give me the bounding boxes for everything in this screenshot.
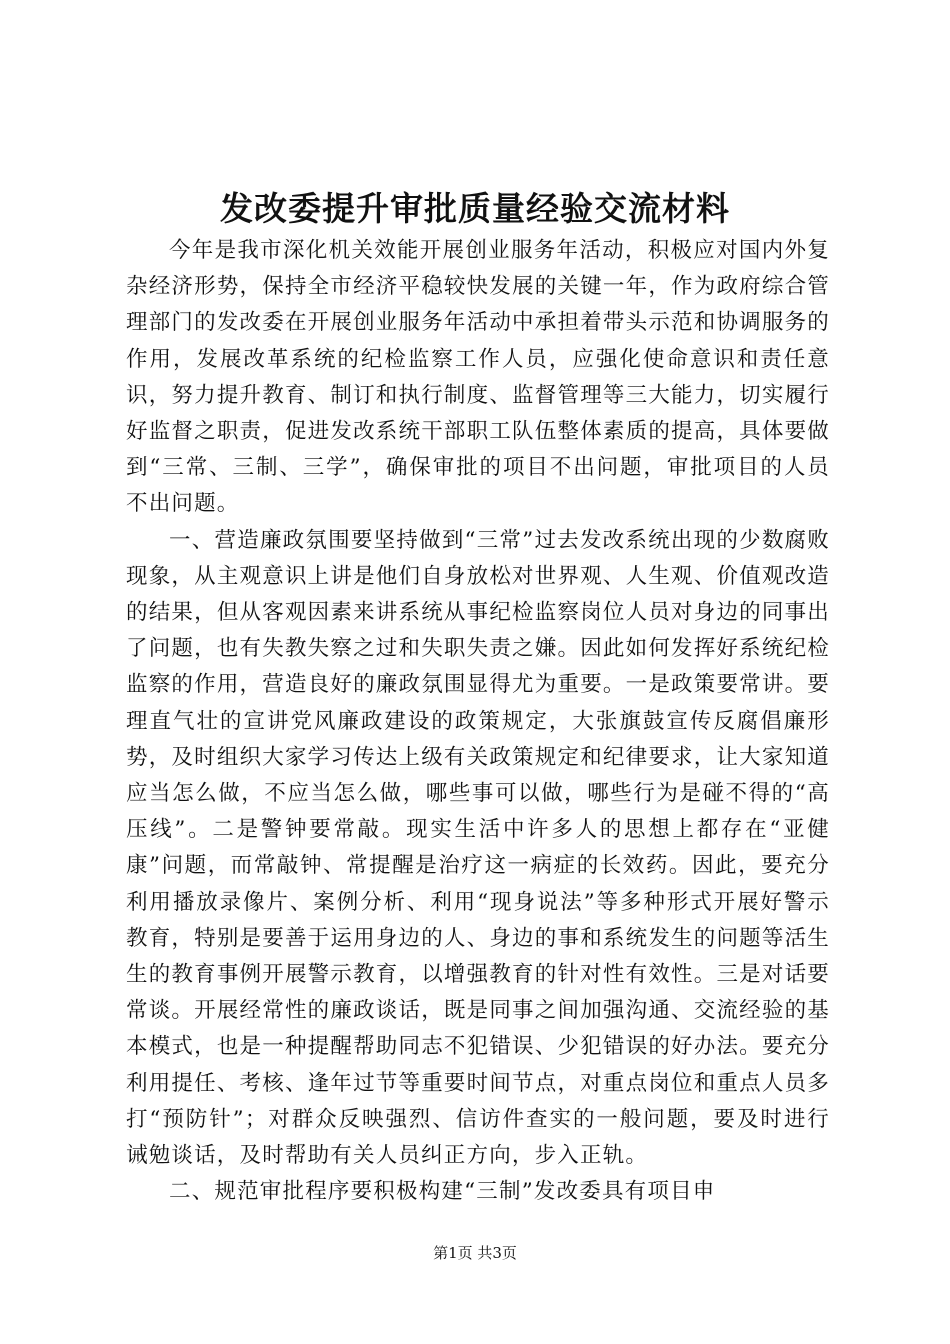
document-title: 发改委提升审批质量经验交流材料	[220, 189, 730, 228]
page-footer: 第1页 共3页	[433, 1244, 517, 1262]
paragraph-intro: 今年是我市深化机关效能开展创业服务年活动，积极应对国内外复杂经济形势，保持全市经济平稳较快发展的关键一年，作为政府综合管理部门的发改委在开展创业服务年活动中承担着带头示范和协调服务的作用，发展改革系统的纪检监察工作人员，应强化使命意识和责任意识，努力提升教育、制订和执行制度、监督管理等三大能力，切实履行好监督之职责，促进发改系统干部职工队伍整体素质的提高，具体要做到“三常、三制、三学”，确保审批的项目不出问题，审批项目的人员不出问题。	[126, 238, 830, 517]
paragraph-section-two: 二、规范审批程序要积极构建“三制”发改委具有项目申	[169, 1179, 716, 1205]
paragraph-section-one: 一、营造廉政氛围要坚持做到“三常”过去发改系统出现的少数腐败现象，从主观意识上讲是他们自身放松对世界观、人生观、价值观改造的结果，但从客观因素来讲系统从事纪检监察岗位人员对身边的同事出了问题，也有失教失察之过和失职失责之嫌。因此如何发挥好系统纪检监察的作用，营造良好的廉政氛围显得尤为重要。一是政策要常讲。要理直气壮的宣讲党风廉政建设的政策规定，大张旗鼓宣传反腐倡廉形势，及时组织大家学习传达上级有关政策规定和纪律要求，让大家知道应当怎么做，不应当怎么做，哪些事可以做，哪些行为是碰不得的“高压线”。二是警钟要常敲。现实生活中许多人的思想上都存在“亚健康”问题，而常敲钟、常提醒是治疗这一病症的长效药。因此，要充分利用播放录像片、案例分析、利用“现身说法”等多种形式开展好警示教育，特别是要善于运用身边的人、身边的事和系统发生的问题等活生生的教育事例开展警示教育，以增强教育的针对性有效性。三是对话要常谈。开展经常性的廉政谈话，既是同事之间加强沟通、交流经验的基本模式，也是一种提醒帮助同志不犯错误、少犯错误的好办法。要充分利用提任、考核、逢年过节等重要时间节点，对重点岗位和重点人员多打“预防针”；对群众反映强烈、信访件查实的一般问题，要及时进行诫勉谈话，及时帮助有关人员纠正方向，步入正轨。	[126, 527, 830, 1169]
document-body	[126, 233, 830, 1210]
